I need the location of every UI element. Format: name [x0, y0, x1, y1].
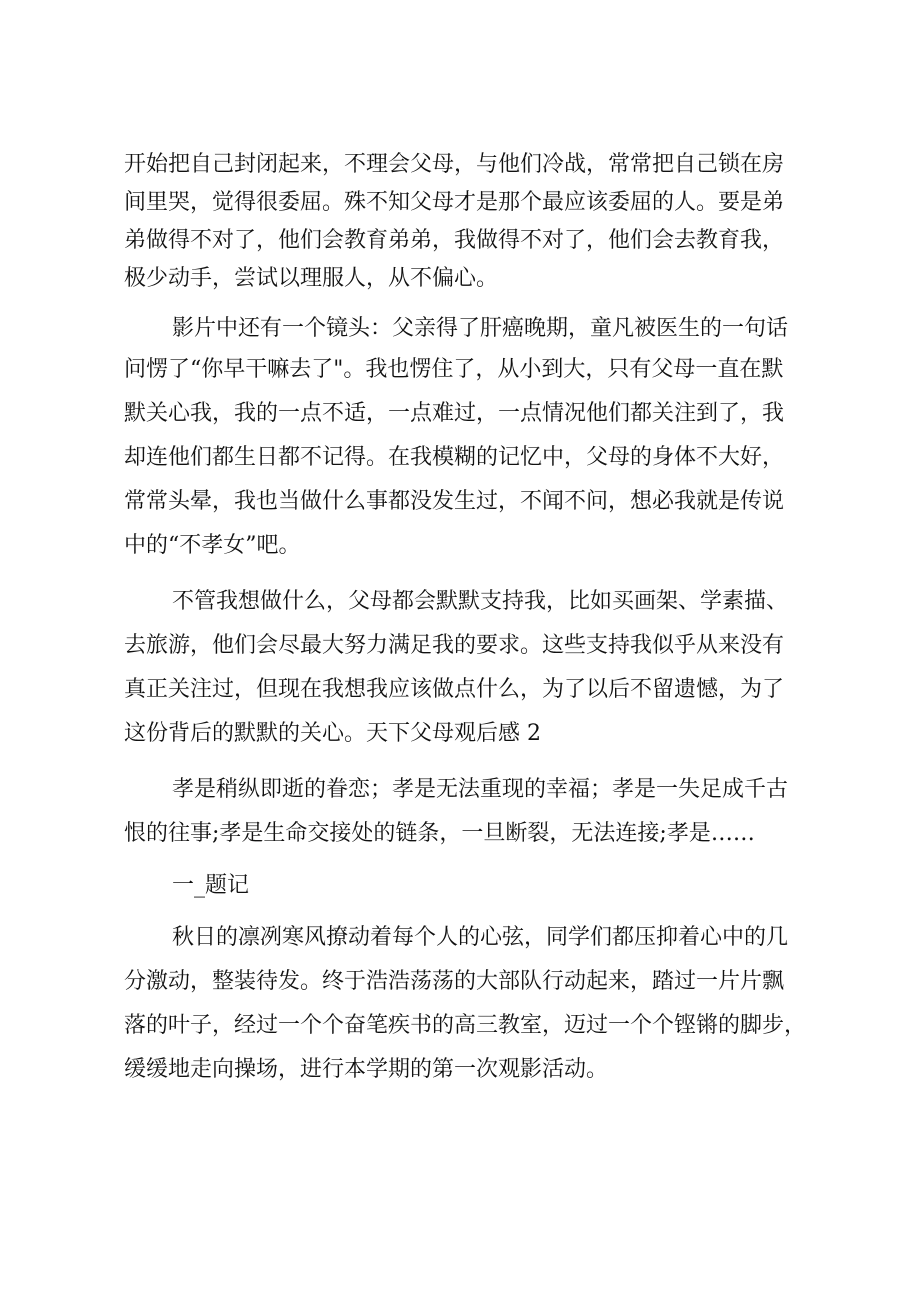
document-body	[124, 146, 824, 1092]
text-line: 秋日的凛冽寒风撩动着每个人的心弦，同学们都压抑着心中的几	[172, 925, 789, 950]
text-line: 弟做得不对了，他们会教育弟弟，我做得不对了，他们会去教育我，	[124, 228, 785, 253]
paragraph-4	[124, 768, 824, 856]
paragraph-3	[124, 580, 824, 756]
text-line: 却连他们都生日都不记得。在我模糊的记忆中，父母的身体不大好，	[124, 445, 785, 470]
text-line: 真正关注过，但现在我想我应该做点什么，为了以后不留遗憾，为了	[124, 677, 785, 702]
text-line: 分激动，整装待发。终于浩浩荡荡的大部队行动起来，踏过一片片飘	[124, 969, 785, 994]
text-line: 恨的往事;孝是生命交接处的链条，一旦断裂，无法连接;孝是……	[124, 821, 755, 846]
paragraph-5	[124, 864, 824, 908]
text-line: 间里哭，觉得很委屈。殊不知父母才是那个最应该委屈的人。要是弟	[124, 190, 785, 215]
text-line: 不管我想做什么，父母都会默默支持我，比如买画架、学素描、	[172, 589, 789, 614]
text-line: 问愣了“你早干嘛去了"。我也愣住了，从小到大，只有父母一直在默	[124, 357, 784, 382]
text-line: 去旅游，他们会尽最大努力满足我的要求。这些支持我似乎从来没有	[124, 633, 785, 658]
text-line: 中的“不孝女”吧。	[124, 533, 301, 558]
text-line: 常常头晕，我也当做什么事都没发生过，不闻不问，想必我就是传说	[124, 489, 785, 514]
paragraph-1	[124, 146, 824, 298]
paragraph-6	[124, 916, 824, 1092]
text-line: 缓缓地走向操场，进行本学期的第一次观影活动。	[124, 1057, 609, 1082]
text-line: 落的叶子，经过一个个奋笔疾书的高三教室，迈过一个个铿锵的脚步，	[124, 1013, 807, 1038]
paragraph-2	[124, 310, 824, 568]
text-line: 这份背后的默默的关心。天下父母观后感 2	[124, 721, 541, 746]
text-line: 一_题记	[172, 873, 250, 898]
text-line: 影片中还有一个镜头：父亲得了肝癌晚期，童凡被医生的一句话	[172, 316, 789, 341]
text-line: 开始把自己封闭起来，不理会父母，与他们冷战，常常把自己锁在房	[124, 152, 785, 177]
text-line: 孝是稍纵即逝的眷恋；孝是无法重现的幸福；孝是一失足成千古	[172, 777, 789, 802]
text-line: 极少动手，尝试以理服人，从不偏心。	[124, 266, 499, 291]
text-line: 默关心我，我的一点不适，一点难过，一点情况他们都关注到了，我	[124, 401, 785, 426]
